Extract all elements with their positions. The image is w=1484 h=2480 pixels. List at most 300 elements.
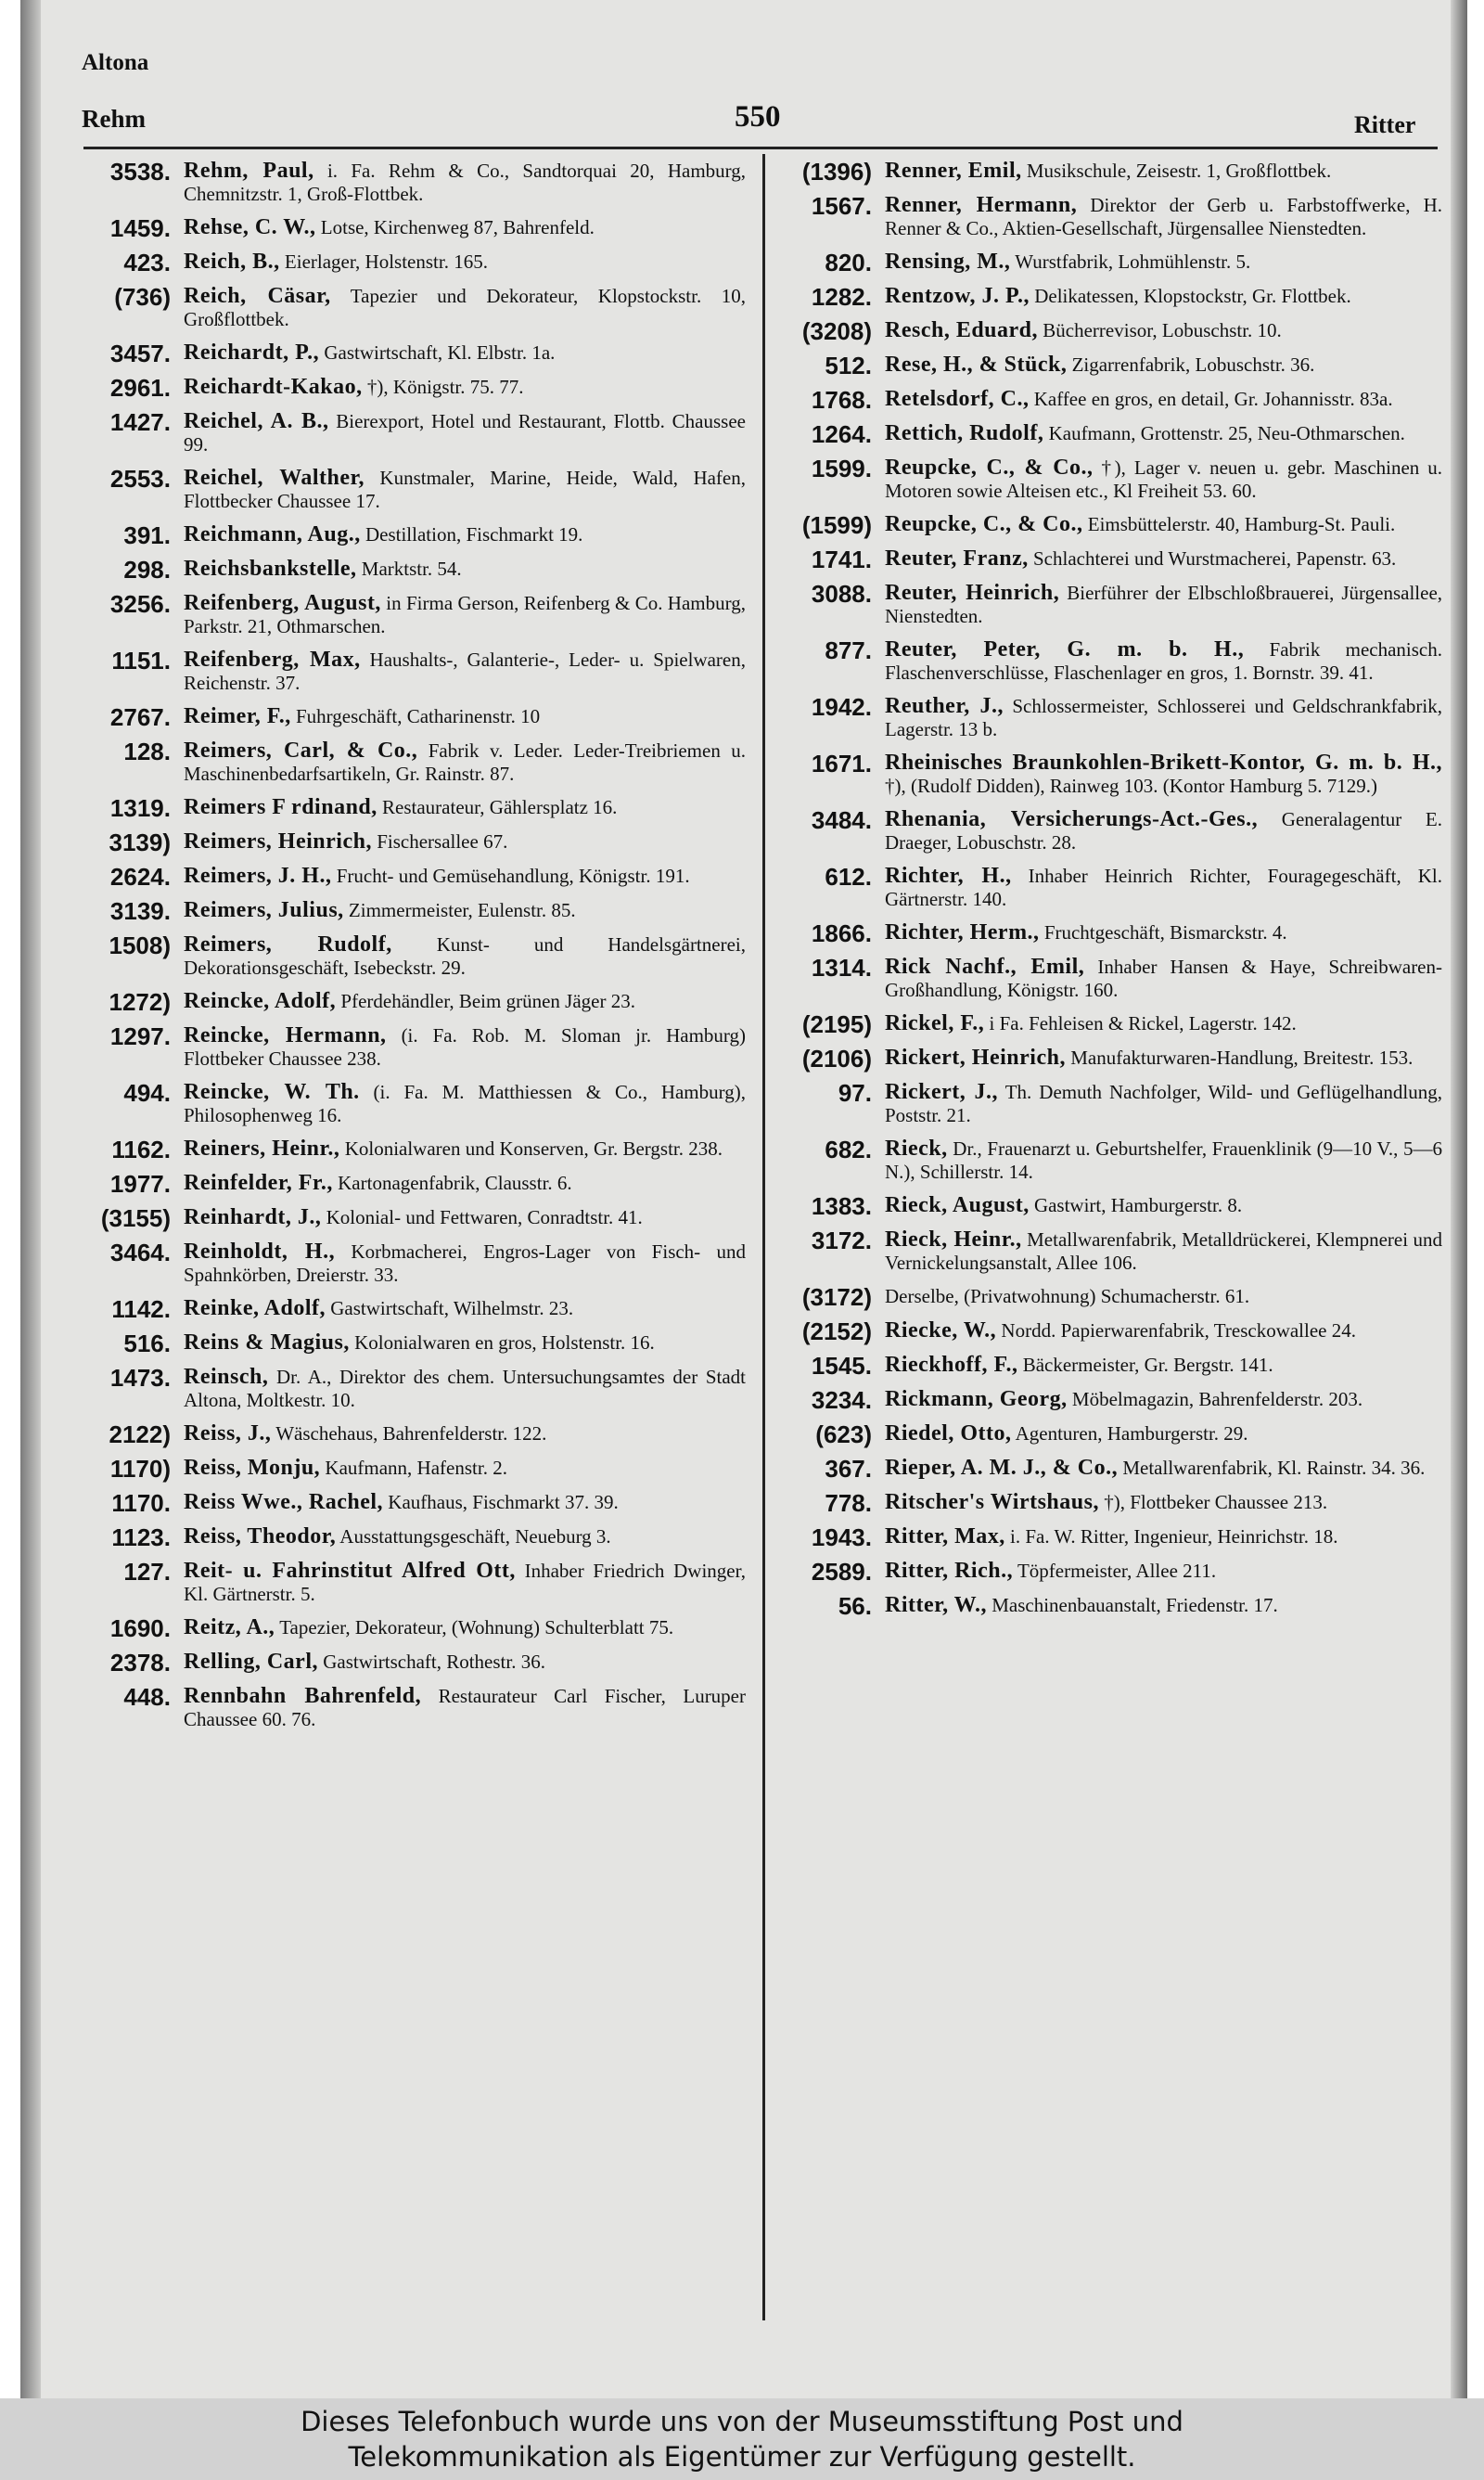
subscriber-name: Reifenberg, Max, bbox=[184, 648, 361, 672]
entry-text bbox=[184, 1081, 746, 1127]
entry-text bbox=[184, 216, 746, 239]
subscriber-details: (i. Fa. Rob. M. Sloman jr. Hamburg) Flottbeker Chaussee 238. bbox=[184, 1024, 747, 1070]
directory-entry bbox=[78, 1172, 746, 1196]
entry-text bbox=[184, 1366, 746, 1412]
phone-number: (623) bbox=[815, 1420, 872, 1448]
entry-text bbox=[184, 1422, 746, 1446]
subscriber-name: Reiss, Monju, bbox=[184, 1456, 321, 1480]
entry-text bbox=[885, 547, 1442, 571]
subscriber-details: Töpfermeister, Allee 211. bbox=[1017, 1560, 1217, 1582]
subscriber-name: Reimers, Rudolf, bbox=[184, 932, 392, 957]
phone-number: 1162. bbox=[111, 1136, 171, 1163]
entry-text bbox=[184, 830, 746, 854]
entry-text bbox=[184, 1525, 746, 1548]
footer-notice bbox=[0, 2398, 1484, 2480]
subscriber-details: Eierlager, Holstenstr. 165. bbox=[284, 251, 488, 273]
page-edge-right bbox=[1451, 0, 1467, 2398]
phone-number: 612. bbox=[825, 863, 872, 891]
phone-number: 1264. bbox=[811, 420, 872, 448]
subscriber-details: Pferdehändler, Beim grünen Jäger 23. bbox=[340, 990, 635, 1012]
entry-text bbox=[184, 251, 746, 274]
subscriber-details: †), Lager v. neuen u. gebr. Maschinen u. Motoren sowie Alteisen etc., Kl Freiheit 53. 60. bbox=[885, 456, 1442, 502]
subscriber-details: Fuhrgeschäft, Catharinenstr. 10 bbox=[295, 705, 541, 727]
directory-entry bbox=[779, 1491, 1442, 1515]
subscriber-name: Reincke, Adolf, bbox=[184, 989, 337, 1013]
entry-text bbox=[885, 1012, 1442, 1035]
subscriber-name: Reich, Cäsar, bbox=[184, 284, 331, 308]
subscriber-details: Marktstr. 54. bbox=[361, 558, 462, 580]
subscriber-name: Reimers, Heinrich, bbox=[184, 829, 372, 854]
phone-number: 3256. bbox=[109, 590, 171, 618]
subscriber-name: Reincke, W. Th. bbox=[184, 1080, 360, 1104]
subscriber-details: Möbelmagazin, Bahrenfelderstr. 203. bbox=[1071, 1388, 1363, 1410]
subscriber-name: Resch, Eduard, bbox=[885, 318, 1039, 342]
subscriber-details: Dr., Frauenarzt u. Geburtshelfer, Frauenklinik (9—10 V., 5—6 N.), Schillerstr. 14. bbox=[885, 1137, 1443, 1183]
subscriber-details: Kunstmaler, Marine, Heide, Wald, Hafen, Flottbecker Chaussee 17. bbox=[184, 467, 746, 512]
entry-text bbox=[184, 933, 746, 980]
entry-text bbox=[184, 341, 746, 365]
entry-text bbox=[885, 808, 1442, 855]
phone-number: 1427. bbox=[109, 408, 171, 436]
phone-number: 1142. bbox=[111, 1295, 171, 1323]
subscriber-details: Lotse, Kirchenweg 87, Bahrenfeld. bbox=[320, 216, 595, 238]
directory-entry bbox=[779, 1228, 1442, 1275]
phone-number: 3172. bbox=[811, 1227, 872, 1254]
footer-line-1: Dieses Telefonbuch wurde uns von der Museumsstiftung Post und bbox=[301, 2406, 1183, 2437]
entry-text bbox=[885, 1525, 1442, 1548]
subscriber-name: Reincke, Hermann, bbox=[184, 1023, 387, 1047]
directory-entry bbox=[779, 1594, 1442, 1618]
page-number: 550 bbox=[735, 100, 781, 134]
phone-number: 1282. bbox=[811, 283, 872, 311]
directory-entry bbox=[78, 1616, 746, 1640]
entry-text bbox=[184, 1240, 746, 1287]
header-left-keyword: Rehm bbox=[82, 105, 146, 133]
subscriber-name: Reichsbankstelle, bbox=[184, 557, 357, 581]
subscriber-name: Rieckhoff, F., bbox=[885, 1353, 1018, 1377]
directory-entry bbox=[779, 1354, 1442, 1378]
entry-text bbox=[184, 1331, 746, 1355]
directory-entry bbox=[779, 1194, 1442, 1218]
subscriber-details: Fruchtgeschäft, Bismarckstr. 4. bbox=[1043, 921, 1287, 944]
left-column bbox=[78, 160, 746, 2331]
subscriber-details: Kaffee en gros, en detail, Gr. Johannisstr. 83a. bbox=[1033, 388, 1393, 410]
entry-text bbox=[885, 1194, 1442, 1217]
entry-text bbox=[885, 194, 1442, 240]
subscriber-details: Kolonial- und Fettwaren, Conradtstr. 41. bbox=[326, 1206, 643, 1228]
subscriber-details: Zigarrenfabrik, Lobuschstr. 36. bbox=[1071, 353, 1315, 376]
subscriber-details: Eimsbüttelerstr. 40, Hamburg-St. Pauli. bbox=[1087, 513, 1396, 535]
entry-text bbox=[885, 1560, 1442, 1583]
subscriber-name: Rettich, Rudolf, bbox=[885, 421, 1044, 445]
subscriber-name: Reimer, F., bbox=[184, 704, 291, 728]
phone-number: (3155) bbox=[100, 1204, 171, 1232]
subscriber-name: Reichel, Walther, bbox=[184, 466, 365, 490]
phone-number: 448. bbox=[123, 1683, 171, 1711]
directory-entry bbox=[779, 865, 1442, 911]
subscriber-name: Rickert, J., bbox=[885, 1080, 999, 1104]
subscriber-details: Fabrik mechanisch. Flaschenverschlüsse, Flaschenlager en gros, 1. Bornstr. 39. 41. bbox=[885, 638, 1443, 684]
subscriber-name: Rickert, Heinrich, bbox=[885, 1046, 1066, 1070]
subscriber-name: Reichardt-Kakao, bbox=[184, 375, 363, 399]
subscriber-name: Reimers F rdinand, bbox=[184, 795, 377, 819]
phone-number: 1690. bbox=[109, 1614, 171, 1642]
entry-text bbox=[184, 1651, 746, 1674]
entry-text bbox=[885, 1228, 1442, 1275]
footer-line-2: Telekommunikation als Eigentümer zur Verfügung gestellt. bbox=[348, 2441, 1136, 2473]
subscriber-name: Reuter, Franz, bbox=[885, 546, 1029, 571]
entry-text bbox=[184, 1297, 746, 1320]
directory-entry bbox=[78, 410, 746, 456]
entry-text bbox=[184, 796, 746, 819]
subscriber-details: Maschinenbauanstalt, Friedenstr. 17. bbox=[991, 1594, 1278, 1616]
subscriber-details: Restaurateur Carl Fischer, Luruper Chaussee 60. 76. bbox=[184, 1685, 747, 1730]
phone-number: 820. bbox=[825, 249, 872, 276]
directory-entry bbox=[78, 739, 746, 786]
subscriber-name: Reifenberg, August, bbox=[184, 591, 381, 615]
subscriber-name: Reupcke, C., & Co., bbox=[885, 512, 1083, 536]
directory-entry bbox=[779, 752, 1442, 798]
subscriber-details: Direktor der Gerb u. Farbstoffwerke, H. Renner & Co., Aktien-Gesellschaft, Jürgensallee Nienstedten. bbox=[885, 194, 1442, 239]
phone-number: 1866. bbox=[811, 919, 872, 947]
subscriber-details: Tapezier, Dekorateur, (Wohnung) Schulterblatt 75. bbox=[279, 1616, 674, 1638]
entry-text bbox=[885, 1047, 1442, 1070]
directory-entry bbox=[779, 1560, 1442, 1584]
subscriber-details: Zimmermeister, Eulenstr. 85. bbox=[348, 899, 576, 921]
subscriber-name: Rieck, bbox=[885, 1137, 948, 1161]
subscriber-name: Reuther, J., bbox=[885, 694, 1004, 718]
directory-entry bbox=[779, 160, 1442, 184]
entry-text bbox=[184, 1024, 746, 1071]
subscriber-details: †), Königstr. 75. 77. bbox=[366, 376, 524, 398]
subscriber-name: Reichmann, Aug., bbox=[184, 522, 361, 546]
phone-number: 494. bbox=[123, 1079, 171, 1107]
directory-entry bbox=[78, 796, 746, 820]
phone-number: 1473. bbox=[109, 1364, 171, 1392]
directory-entry bbox=[779, 921, 1442, 945]
subscriber-name: Rehm, Paul, bbox=[184, 159, 314, 183]
entry-text bbox=[885, 251, 1442, 274]
entry-text bbox=[885, 638, 1442, 685]
directory-entry bbox=[78, 592, 746, 638]
phone-number: 367. bbox=[825, 1455, 872, 1483]
subscriber-details: Generalagentur E. Draeger, Lobuschstr. 28. bbox=[885, 808, 1442, 854]
directory-entry bbox=[78, 1560, 746, 1606]
phone-number: 1741. bbox=[811, 546, 872, 573]
subscriber-details: Bierführer der Elbschloßbrauerei, Jürgensallee, Nienstedten. bbox=[885, 582, 1443, 627]
entry-text bbox=[885, 456, 1442, 503]
phone-number: (3208) bbox=[801, 317, 872, 345]
subscriber-details: Agenturen, Hamburgerstr. 29. bbox=[1015, 1422, 1248, 1445]
phone-number: 1151. bbox=[111, 647, 171, 675]
directory-entry bbox=[78, 1240, 746, 1287]
entry-text bbox=[184, 1685, 746, 1731]
directory-entry bbox=[78, 705, 746, 729]
entry-text bbox=[885, 160, 1442, 183]
entry-text bbox=[184, 1172, 746, 1195]
subscriber-details: Restaurateur, Gählersplatz 16. bbox=[382, 796, 618, 818]
entry-text bbox=[885, 921, 1442, 944]
subscriber-details: Schlachterei und Wurstmacherei, Papenstr. 63. bbox=[1033, 547, 1397, 570]
entry-text bbox=[885, 1285, 1442, 1308]
entry-text bbox=[885, 752, 1442, 798]
phone-number: (2152) bbox=[801, 1317, 872, 1345]
entry-text bbox=[184, 285, 746, 331]
entry-text bbox=[885, 1081, 1442, 1127]
directory-entry bbox=[78, 1457, 746, 1481]
subscriber-name: Reiss, Theodor, bbox=[184, 1524, 337, 1548]
subscriber-name: Reinhardt, J., bbox=[184, 1205, 322, 1229]
subscriber-name: Reinfelder, Fr., bbox=[184, 1171, 333, 1195]
directory-entry bbox=[78, 1331, 746, 1356]
directory-entry bbox=[78, 1297, 746, 1321]
header-right-keyword: Ritter bbox=[1354, 111, 1416, 138]
directory-entry bbox=[779, 1012, 1442, 1036]
subscriber-details: Musikschule, Zeisestr. 1, Großflottbek. bbox=[1026, 160, 1332, 182]
entry-text bbox=[885, 1388, 1442, 1411]
phone-number: 1545. bbox=[811, 1352, 872, 1380]
subscriber-name: Rickel, F., bbox=[885, 1011, 985, 1035]
subscriber-details: Kaufmann, Grottenstr. 25, Neu-Othmarschen. bbox=[1048, 422, 1405, 444]
page-edge-left bbox=[20, 0, 41, 2398]
directory-entry bbox=[779, 251, 1442, 275]
entry-text bbox=[885, 956, 1442, 1002]
directory-entry bbox=[779, 353, 1442, 378]
directory-entry bbox=[779, 808, 1442, 855]
directory-entry bbox=[779, 695, 1442, 741]
directory-entry bbox=[779, 1137, 1442, 1184]
phone-number: 3484. bbox=[811, 806, 872, 834]
subscriber-details: Dr. A., Direktor des chem. Untersuchungsamtes der Stadt Altona, Moltkestr. 10. bbox=[184, 1366, 746, 1411]
phone-number: 1459. bbox=[109, 214, 171, 242]
phone-number: (736) bbox=[114, 283, 171, 311]
phone-number: 3234. bbox=[811, 1386, 872, 1414]
subscriber-name: Rhenania, Versicherungs-Act.-Ges., bbox=[885, 807, 1259, 831]
directory-entry bbox=[78, 216, 746, 240]
subscriber-name: Rennbahn Bahrenfeld, bbox=[184, 1684, 422, 1708]
directory-entry bbox=[779, 1457, 1442, 1481]
phone-number: 512. bbox=[825, 352, 872, 379]
entry-text bbox=[885, 1457, 1442, 1480]
directory-entry bbox=[779, 1047, 1442, 1071]
subscriber-details: Kolonialwaren und Konserven, Gr. Bergstr. 238. bbox=[344, 1137, 723, 1160]
directory-entry bbox=[78, 865, 746, 889]
phone-number: (1599) bbox=[801, 511, 872, 539]
subscriber-name: Reich, B., bbox=[184, 250, 280, 274]
directory-entry bbox=[78, 1137, 746, 1162]
subscriber-name: Reuter, Peter, G. m. b. H., bbox=[885, 637, 1245, 662]
subscriber-details: Tapezier und Dekorateur, Klopstockstr. 10, Großflottbek. bbox=[184, 285, 747, 330]
subscriber-name: Reins & Magius, bbox=[184, 1330, 350, 1355]
subscriber-details: i. Fa. Rehm & Co., Sandtorquai 20, Hamburg, Chemnitzstr. 1, Groß-Flottbek. bbox=[184, 160, 747, 205]
directory-entry bbox=[78, 990, 746, 1014]
phone-number: 298. bbox=[123, 556, 171, 584]
phone-number: 56. bbox=[838, 1592, 872, 1620]
subscriber-details: Gastwirtschaft, Rothestr. 36. bbox=[323, 1651, 545, 1673]
directory-entry bbox=[779, 513, 1442, 537]
directory-entry bbox=[78, 285, 746, 331]
phone-number: 3538. bbox=[109, 158, 171, 186]
phone-number: 2767. bbox=[109, 703, 171, 731]
subscriber-name: Rick Nachf., Emil, bbox=[885, 955, 1085, 979]
right-column bbox=[779, 160, 1442, 2331]
subscriber-details: Bäckermeister, Gr. Bergstr. 141. bbox=[1022, 1354, 1273, 1376]
subscriber-name: Riecke, W., bbox=[885, 1318, 997, 1343]
subscriber-details: Gastwirt, Hamburgerstr. 8. bbox=[1033, 1194, 1243, 1216]
phone-number: 1297. bbox=[109, 1022, 171, 1050]
directory-entry bbox=[78, 1206, 746, 1230]
phone-number: 682. bbox=[825, 1136, 872, 1163]
subscriber-details: Gastwirtschaft, Kl. Elbstr. 1a. bbox=[324, 341, 556, 364]
subscriber-details: Haushalts-, Galanterie-, Leder- u. Spielwaren, Reichenstr. 37. bbox=[184, 649, 746, 694]
entry-text bbox=[184, 990, 746, 1013]
phone-number: 1272) bbox=[109, 988, 171, 1016]
directory-entry bbox=[78, 160, 746, 206]
entry-text bbox=[885, 1594, 1442, 1617]
subscriber-details: Kaufmann, Hafenstr. 2. bbox=[325, 1457, 507, 1479]
subscriber-name: Reimers, J. H., bbox=[184, 864, 332, 888]
phone-number: 3464. bbox=[109, 1239, 171, 1266]
subscriber-name: Reitz, A., bbox=[184, 1615, 275, 1639]
entry-text bbox=[885, 865, 1442, 911]
subscriber-details: Nordd. Papierwarenfabrik, Tresckowallee 24. bbox=[1001, 1319, 1356, 1342]
entry-text bbox=[885, 1137, 1442, 1184]
directory-entry bbox=[78, 1685, 746, 1731]
directory-entry bbox=[78, 933, 746, 980]
subscriber-details: †), (Rudolf Didden), Rainweg 103. (Kontor Hamburg 5. 7129.) bbox=[885, 775, 1377, 797]
subscriber-details: Frucht- und Gemüsehandlung, Königstr. 191. bbox=[336, 865, 690, 887]
phone-number: 1599. bbox=[811, 455, 872, 482]
subscriber-name: Reinholdt, H., bbox=[184, 1240, 336, 1264]
subscriber-details: Korbmacherei, Engros-Lager von Fisch- und Spahnkörben, Dreierstr. 33. bbox=[184, 1240, 746, 1286]
phone-number: (2195) bbox=[801, 1010, 872, 1038]
entry-text bbox=[184, 160, 746, 206]
subscriber-name: Ritscher's Wirtshaus, bbox=[885, 1490, 1099, 1514]
directory-entry bbox=[78, 376, 746, 400]
subscriber-details: Bierexport, Hotel und Restaurant, Flottb. Chaussee 99. bbox=[184, 410, 746, 456]
subscriber-name: Riedel, Otto, bbox=[885, 1421, 1012, 1446]
subscriber-name: Retelsdorf, C., bbox=[885, 387, 1030, 411]
subscriber-name: Ritter, W., bbox=[885, 1593, 987, 1617]
entry-text bbox=[184, 705, 746, 728]
phone-number: 1314. bbox=[811, 954, 872, 982]
entry-text bbox=[184, 558, 746, 581]
directory-entry bbox=[779, 547, 1442, 572]
subscriber-details: Ausstattungsgeschäft, Neueburg 3. bbox=[339, 1525, 611, 1548]
phone-number: 1123. bbox=[111, 1523, 171, 1551]
directory-entry bbox=[78, 523, 746, 547]
subscriber-details: i. Fa. W. Ritter, Ingenieur, Heinrichstr. 18. bbox=[1010, 1525, 1338, 1548]
subscriber-name: Reupcke, C., & Co., bbox=[885, 456, 1094, 480]
entry-text bbox=[184, 649, 746, 695]
subscriber-details: Metallwarenfabrik, Metalldrückerei, Klempnerei und Vernickelungsanstalt, Allee 106. bbox=[885, 1228, 1443, 1274]
directory-entry bbox=[78, 1366, 746, 1412]
subscriber-details: Wurstfabrik, Lohmühlenstr. 5. bbox=[1015, 251, 1251, 273]
subscriber-details: (i. Fa. M. Matthiessen & Co., Hamburg), Philosophenweg 16. bbox=[184, 1081, 746, 1126]
directory-entry bbox=[78, 1491, 746, 1515]
subscriber-name: Reit- u. Fahrinstitut Alfred Ott, bbox=[184, 1559, 516, 1583]
entry-text bbox=[184, 523, 746, 546]
entry-text bbox=[184, 592, 746, 638]
subscriber-details: i Fa. Fehleisen & Rickel, Lagerstr. 142. bbox=[989, 1012, 1297, 1034]
subscriber-details: Kaufhaus, Fischmarkt 37. 39. bbox=[388, 1491, 619, 1513]
directory-entry bbox=[779, 1388, 1442, 1412]
entry-text bbox=[184, 899, 746, 922]
subscriber-name: Reimers, Julius, bbox=[184, 898, 344, 922]
subscriber-name: Rehse, C. W., bbox=[184, 215, 316, 239]
directory-entry bbox=[779, 194, 1442, 240]
directory-entry bbox=[779, 1525, 1442, 1549]
phone-number: 2589. bbox=[811, 1558, 872, 1586]
entry-text bbox=[184, 739, 746, 786]
phone-number: 3457. bbox=[109, 340, 171, 367]
directory-entry bbox=[78, 251, 746, 275]
subscriber-name: Rieck, August, bbox=[885, 1193, 1030, 1217]
entry-text bbox=[184, 865, 746, 888]
directory-entry bbox=[78, 649, 746, 695]
directory-entry bbox=[779, 1081, 1442, 1127]
phone-number: 391. bbox=[123, 521, 171, 549]
directory-entry bbox=[78, 1081, 746, 1127]
phone-number: 877. bbox=[825, 636, 872, 664]
phone-number: 1170) bbox=[109, 1455, 171, 1483]
directory-entry bbox=[779, 285, 1442, 309]
phone-number: 2378. bbox=[109, 1649, 171, 1677]
directory-entry bbox=[779, 388, 1442, 412]
directory-entry bbox=[779, 456, 1442, 503]
phone-number: 2961. bbox=[109, 374, 171, 402]
directory-entry bbox=[78, 558, 746, 582]
subscriber-name: Ritter, Rich., bbox=[885, 1559, 1014, 1583]
column-divider bbox=[762, 154, 765, 2320]
entry-text bbox=[885, 1422, 1442, 1446]
entry-text bbox=[184, 1491, 746, 1514]
directory-entry bbox=[779, 1285, 1442, 1309]
subscriber-details: Metallwarenfabrik, Kl. Rainstr. 34. 36. bbox=[1122, 1457, 1426, 1479]
directory-entry bbox=[779, 638, 1442, 685]
directory-entry bbox=[78, 899, 746, 923]
subscriber-details: Wäschehaus, Bahrenfelderstr. 122. bbox=[275, 1422, 547, 1445]
subscriber-details: Kolonialwaren en gros, Holstenstr. 16. bbox=[354, 1331, 655, 1354]
subscriber-name: Richter, Herm., bbox=[885, 920, 1040, 944]
entry-text bbox=[885, 422, 1442, 445]
directory-entry bbox=[779, 956, 1442, 1002]
subscriber-name: Rheinisches Braunkohlen-Brikett-Kontor, G. m. b. H., bbox=[885, 751, 1442, 775]
subscriber-name: Rieper, A. M. J., & Co., bbox=[885, 1456, 1119, 1480]
phone-number: 1943. bbox=[811, 1523, 872, 1551]
subscriber-details: †), Flottbeker Chaussee 213. bbox=[1104, 1491, 1328, 1513]
subscriber-details: in Firma Gerson, Reifenberg & Co. Hamburg, Parkstr. 21, Othmarschen. bbox=[184, 592, 746, 637]
subscriber-name: Renner, Hermann, bbox=[885, 193, 1078, 217]
subscriber-details: Destillation, Fischmarkt 19. bbox=[365, 523, 583, 546]
subscriber-name: Reinke, Adolf, bbox=[184, 1296, 326, 1320]
entry-text bbox=[885, 1354, 1442, 1377]
subscriber-name: Reichel, A. B., bbox=[184, 409, 329, 433]
subscriber-name: Rensing, M., bbox=[885, 250, 1011, 274]
subscriber-name: Reinsch, bbox=[184, 1365, 269, 1389]
subscriber-details: Inhaber Friedrich Dwinger, Kl. Gärtnerstr. 5. bbox=[184, 1560, 747, 1605]
subscriber-name: Relling, Carl, bbox=[184, 1650, 318, 1674]
entry-text bbox=[184, 1616, 746, 1639]
phone-number: 1383. bbox=[811, 1192, 872, 1220]
subscriber-details: Bücherrevisor, Lobuschstr. 10. bbox=[1043, 319, 1282, 341]
subscriber-details: Delikatessen, Klopstockstr, Gr. Flottbek. bbox=[1034, 285, 1351, 307]
phone-number: (2106) bbox=[801, 1045, 872, 1073]
subscriber-details: Gastwirtschaft, Wilhelmstr. 23. bbox=[330, 1297, 574, 1319]
entry-text bbox=[184, 467, 746, 513]
entry-text bbox=[885, 1491, 1442, 1514]
subscriber-details: Kunst- und Handelsgärtnerei, Dekorationsgeschäft, Isebeckstr. 29. bbox=[184, 933, 746, 979]
